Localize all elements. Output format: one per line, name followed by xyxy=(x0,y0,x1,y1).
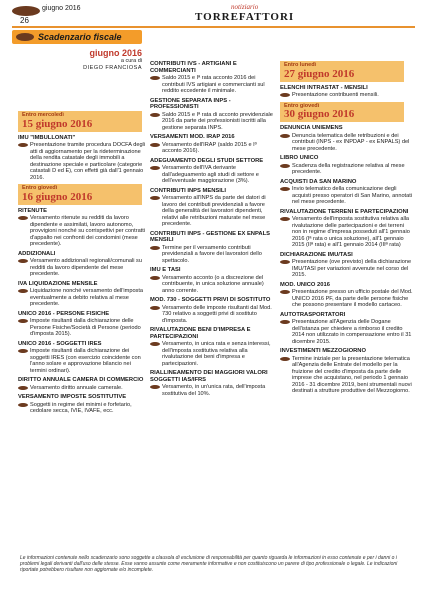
item-title: CONTRIBUTI INPS - GESTIONE EX ENPALS MENSILI xyxy=(150,230,271,243)
item-text: Soggetti in regime dei minimi e forfetario, cedolare secca, IVIE, IVAFE, ecc. xyxy=(18,402,146,415)
item-text: Versamento acconto (o a discrezione del contribuente, in unica soluzione annuale) anno corrente. xyxy=(150,275,276,295)
header-divider xyxy=(12,26,415,28)
item-text: Versamento addizionali regionali/comunali su redditi da lavoro dipendente del mese precedente. xyxy=(18,258,146,278)
calendar-header xyxy=(12,30,142,71)
item-title: IMU "IMBULLONATI" xyxy=(18,134,76,141)
deadline-box xyxy=(280,61,404,82)
item-text: Versamento, in unica rata e senza interessi, dell'imposta sostitutiva relativa alla rivalutazione dei beni d'impresa e partecipazioni. xyxy=(150,341,276,367)
deadline-box xyxy=(18,184,142,205)
deadline-box xyxy=(280,102,404,123)
masthead-title: TORREFATTORI xyxy=(195,11,295,23)
deadline-date: 16 giugno 2016 xyxy=(22,190,93,203)
author-name: DIEGO FRANCIOSA xyxy=(83,65,142,71)
item-text: Denuncia telematica delle retribuzioni e dei contributi (INPS - ex INPDAP - ex ENPALS) del mese precedente. xyxy=(280,133,414,153)
column-3 xyxy=(280,58,414,395)
item-text: Imposte risultanti dalla dichiarazione delle Persone Fisiche/Società di Persone (periodo d'imposta 2015). xyxy=(18,318,146,338)
item-text: Presentazione tramite procedura DOCFA degli atti di aggiornamento per la rideterminazione della rendita catastale degli immobili a destinazione speciale e particolare (categorie catastali D ed E), con effetti già dall'1 gennaio 2016. xyxy=(18,142,146,181)
item-text: Presentazione presso un ufficio postale del Mod. UNICO 2016 PF, da parte delle persone fisiche che possono presentare il modello cartaceo. xyxy=(280,289,414,309)
coffee-bean-icon xyxy=(150,76,160,80)
item-text: Versamento dell'IVA derivante dall'adeguamento agli studi di settore e dell'eventuale maggiorazione (3%). xyxy=(150,165,276,185)
item-text: Liquidazione nonché versamento dell'imposta eventualmente a debito relativa al mese precedente. xyxy=(18,288,146,308)
coffee-bean-icon xyxy=(150,246,160,250)
item-text: Versamento, in un'unica rata, dell'imposta sostitutiva del 10%. xyxy=(150,384,276,397)
deadline-label: Entro giovedì xyxy=(284,102,320,109)
coffee-bean-icon xyxy=(150,385,160,389)
deadline-label: Entro giovedì xyxy=(22,185,58,191)
item-title: ACQUISTI DA SAN MARINO xyxy=(280,178,357,185)
item-text: Versamento all'INPS da parte dei datori di lavoro dei contributi previdenziali a favore della generalità dei lavoratori dipendenti, relativi alle retribuzioni maturate nel mese precedente. xyxy=(150,195,276,228)
masthead xyxy=(195,3,294,23)
disclaimer: Le informazioni contenute nello scadenzario sono soggette a clausola di esclusione di responsabilità per quanto riguarda le informazioni in esso contenute e per i danni o i problemi legali derivanti dall'uso delle stesse. Esse vanno assunte come meramente informative e non costituiscono un parere di tipo professionale o legale. Le indicazioni riportate potrebbero risultare non aggiornate e/o incomplete. xyxy=(20,555,398,573)
item-text: Scadenza della registrazione relativa al mese precedente. xyxy=(280,163,414,176)
item-title: VERSAMENTI MOD. IRAP 2016 xyxy=(150,134,235,140)
coffee-bean-icon xyxy=(150,113,160,117)
item-text: Saldo 2015 e Iª rata di acconto previdenziale 2016 da parte dei professionisti iscritti alla gestione separata INPS. xyxy=(150,112,276,132)
item-title: IMU E TASI xyxy=(150,267,181,273)
item-text: Termine iniziale per la presentazione telematica all'Agenzia delle Entrate del modello per la fruizione del credito d'imposta da parte delle imprese che acquistano, nel periodo 1 gennaio 2016 - 31 dicembre 2019, beni strumentali nuovi destinati a strutture produttive del Mezzogiorno. xyxy=(280,356,414,395)
coffee-bean-icon xyxy=(150,342,160,346)
deadline-date: 15 giugno 2016 xyxy=(22,117,93,130)
coffee-bean-icon xyxy=(18,143,28,147)
coffee-bean-icon xyxy=(280,290,290,294)
page-number: 26 xyxy=(20,16,29,25)
deadline-date: 30 giugno 2016 xyxy=(284,108,355,120)
coffee-bean-icon xyxy=(18,319,28,323)
item-text: Versamento diritto annuale camerale. xyxy=(18,385,146,392)
coffee-bean-icon xyxy=(18,289,28,293)
item-title: MOD. 730 - SOGGETTI PRIVI DI SOSTITUTO xyxy=(150,297,271,303)
subtitle-date: giugno 2016 xyxy=(89,48,142,58)
coffee-bean-icon xyxy=(150,166,160,170)
coffee-bean-icon xyxy=(280,260,290,264)
coffee-bean-icon xyxy=(18,349,28,353)
item-text: Versamento ritenute su redditi da lavoro dipendente e assimilati, lavoro autonomo, provvigioni nonché su corrispettivi per contratti d'appalto nei confronti dei condomini (mese precedente). xyxy=(18,215,146,248)
coffee-bean-icon xyxy=(150,306,160,310)
coffee-bean-icon xyxy=(280,134,290,138)
coffee-bean-icon xyxy=(280,164,290,168)
deadline-date: 27 giugno 2016 xyxy=(284,67,355,80)
item-text: Presentazione (ove previsto) della dichiarazione IMU/TASI per variazioni avvenute nel corso del 2015. xyxy=(280,259,414,279)
item-text: Versamento dell'imposta sostitutiva relativa alla rivalutazione delle partecipazioni e dei terreni non in regime d'impresa posseduti all'1 gennaio 2016 (Iª rata o unica soluzione), all'1 gennaio 2015 (IIª rata) e all'1 gennaio 2014 (IIIª rata) xyxy=(280,216,414,249)
coffee-bean-icon xyxy=(18,259,28,263)
calendar-subtitle xyxy=(12,48,142,71)
item-text: Termine per il versamento contributi previdenziali a favore dei lavoratori dello spettacolo. xyxy=(150,245,276,265)
item-title: CONTRIBUTI IVS - ARTIGIANI E COMMERCIANTI xyxy=(150,61,237,74)
item-title: UNICO 2016 - SOGGETTI IRES xyxy=(18,340,102,347)
item-text: Invio telematico della comunicazione degli acquisti presso operatori di San Marino, annotati nel mese precedente. xyxy=(280,186,414,206)
item-text: Versamento dell'IRAP (saldo 2015 e Iº acconto 2016). xyxy=(150,142,276,155)
coffee-bean-icon xyxy=(18,386,28,390)
masthead-small: notiziario xyxy=(230,3,259,11)
item-title: AUTOTRASPORTATORI xyxy=(280,311,346,318)
item-title: UNICO 2016 - PERSONE FISICHE xyxy=(18,310,110,317)
deadline-label: Entro mercoledì xyxy=(22,112,64,118)
coffee-bean-icon xyxy=(150,276,160,280)
coffee-bean-icon xyxy=(280,217,290,221)
item-title: CONTRIBUTI INPS MENSILI xyxy=(150,187,227,194)
coffee-bean-icon xyxy=(18,216,28,220)
item-text: Presentazione all'Agenzia delle Dogane dell'istanza per chiedere a rimborso il credito 2014 non utilizzato in compensazione entro il 31 dicembre 2015. xyxy=(280,319,414,345)
item-title: GESTIONE SEPARATA INPS - PROFESSIONISTI xyxy=(150,97,231,110)
item-title: RITENUTE xyxy=(18,207,47,214)
deadline-box xyxy=(18,111,142,132)
item-title: ADEGUAMENTO DEGLI STUDI SETTORE xyxy=(150,157,264,164)
item-text: Imposte risultanti dalla dichiarazione dei soggetti IRES (con esercizio coincidente con l'anno solare e approvazione bilancio nei termini ordinari). xyxy=(18,348,146,374)
coffee-bean-icon xyxy=(18,403,28,407)
item-title: VERSAMENTO IMPOSTE SOSTITUTIVE xyxy=(18,394,127,400)
item-text: Presentazione contribuenti mensili. xyxy=(280,92,414,99)
coffee-bean-icon xyxy=(280,320,290,324)
item-title: LIBRO UNICO xyxy=(280,155,319,161)
item-title: MOD. UNICO 2016 xyxy=(280,281,330,288)
item-title: DIRITTO ANNUALE CAMERA DI COMMERCIO xyxy=(18,377,144,383)
column-1 xyxy=(18,108,146,415)
item-title: DICHIARAZIONE IMU/TASI xyxy=(280,251,353,258)
coffee-bean-icon xyxy=(280,93,290,97)
coffee-bean-icon xyxy=(280,187,290,191)
column-2 xyxy=(150,58,276,397)
item-title: IVA LIQUIDAZIONE MENSILE xyxy=(18,280,98,287)
coffee-bean-icon xyxy=(12,6,40,16)
deadline-label: Entro lunedì xyxy=(284,62,317,68)
item-title: DENUNCIA UNIEMENS xyxy=(280,125,343,131)
coffee-bean-icon xyxy=(150,143,160,147)
item-text: Saldo 2015 e Iª rata acconto 2016 dei contributi IVS artigiani e commercianti sul reddito eccedente il minimale. xyxy=(150,75,276,95)
coffee-bean-icon xyxy=(280,357,290,361)
author-prefix: a cura di xyxy=(120,58,142,64)
item-title: RIVALUTAZIONE TERRENI E PARTECIPAZIONI xyxy=(280,208,409,215)
section-title: Scadenzario fiscale xyxy=(12,30,142,44)
item-title: ELENCHI INTRASTAT - MENSILI xyxy=(280,84,368,91)
header-date: giugno 2016 xyxy=(42,5,81,12)
item-title: INVESTIMENTI MEZZOGIORNO xyxy=(280,348,366,354)
coffee-bean-icon xyxy=(150,196,160,200)
coffee-bean-icon xyxy=(16,33,34,41)
item-title: RIALLINEAMENTO DEI MAGGIORI VALORI SOGGETTI IAS/IFRS xyxy=(150,370,268,383)
item-title: RIVALUTAZIONE BENI D'IMPRESA E PARTECIPAZIONI xyxy=(150,327,251,340)
item-title: ADDIZIONALI xyxy=(18,250,56,257)
item-text: Versamento delle imposte risultanti dal Mod. 730 relativo a soggetti privi di sostituto d'imposta. xyxy=(150,305,276,325)
